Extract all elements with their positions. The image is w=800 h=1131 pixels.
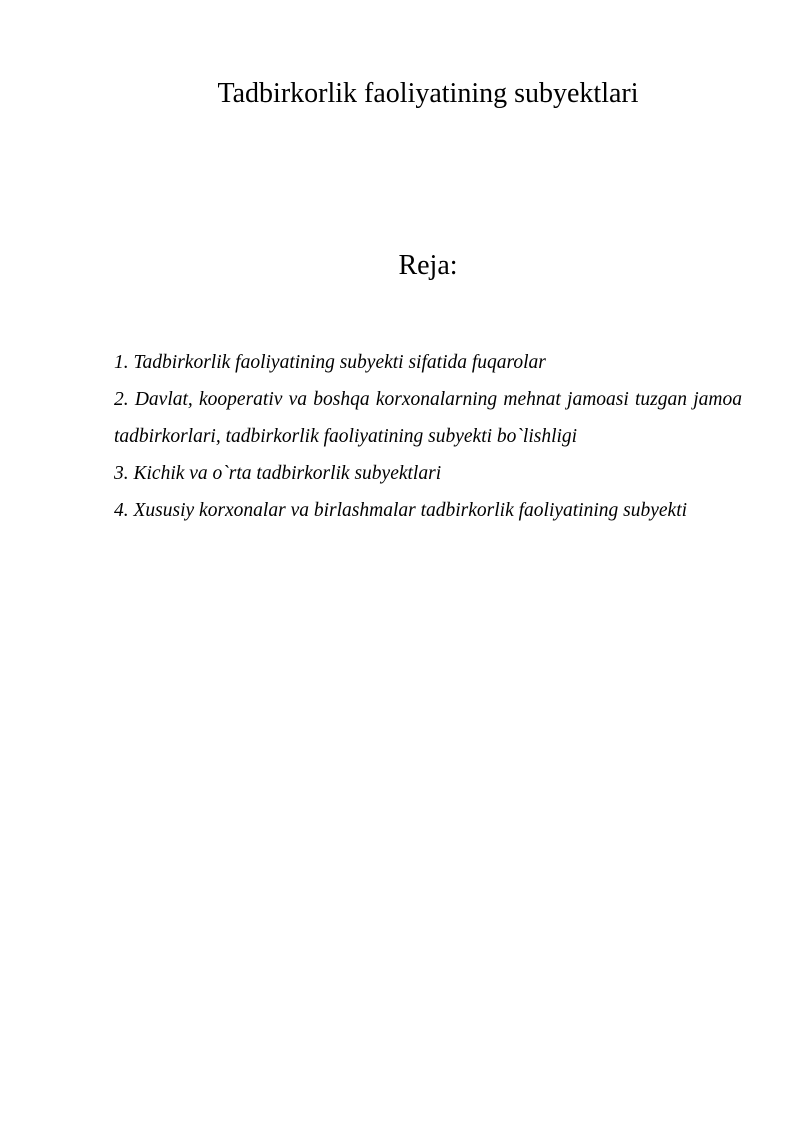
plan-item: 2. Davlat, kooperativ va boshqa korxonalarning mehnat jamoasi tuzgan jamoa tadbirkorlari, tadbirkorlik faoliyatining subyekti bo`lishligi — [114, 389, 742, 447]
plan-list — [114, 344, 742, 529]
plan-heading: Reja: — [398, 250, 458, 281]
plan-item: 1. Tadbirkorlik faoliyatining subyekti sifatida fuqarolar — [114, 352, 546, 373]
plan-item: 3. Kichik va o`rta tadbirkorlik subyektlari — [114, 463, 442, 484]
title-container — [140, 76, 716, 112]
plan-item: 4. Xususiy korxonalar va birlashmalar tadbirkorlik faoliyatining subyekti — [114, 500, 688, 521]
document-title: Tadbirkorlik faoliyatining subyektlari — [217, 78, 639, 109]
